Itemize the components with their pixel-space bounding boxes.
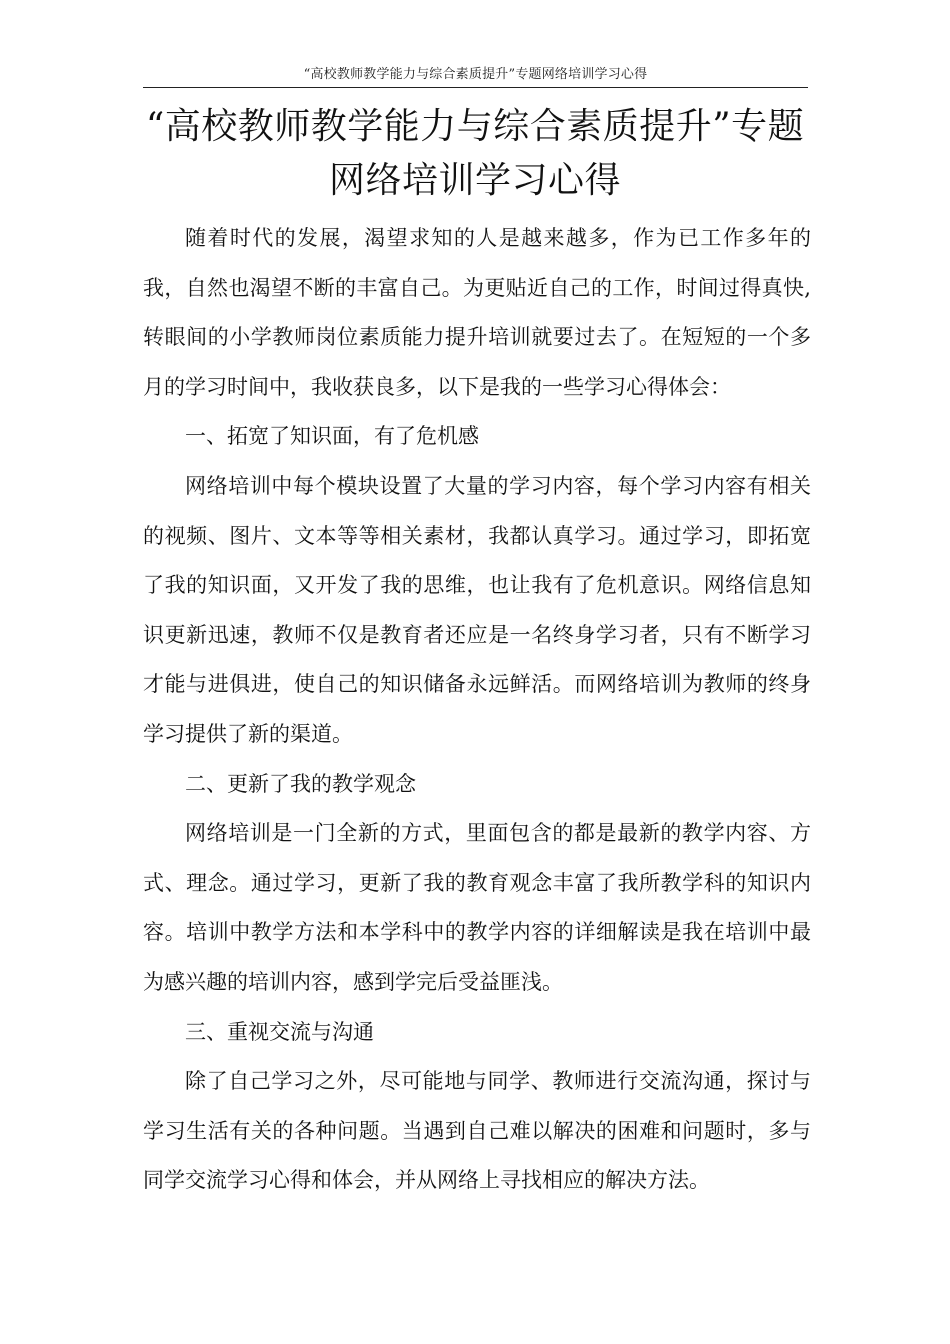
- running-header: “高校教师教学能力与综合素质提升”专题网络培训学习心得: [303, 67, 648, 82]
- document-body: [143, 214, 811, 1206]
- intro-paragraph: 随着时代的发展，渴望求知的人是越来越多，作为已工作多年的我，自然也渴望不断的丰富自己。为更贴近自己的工作，时间过得真快,转眼间的小学教师岗位素质能力提升培训就要过去了。在短短的一个多月的学习时间中，我收获良多，以下是我的一些学习心得体会：: [143, 226, 811, 399]
- document-title: [120, 100, 830, 208]
- header-divider: [143, 87, 808, 88]
- title-line-2: 网络培训学习心得: [328, 160, 621, 201]
- section-heading-3: 三、重视交流与沟通: [185, 1019, 374, 1044]
- section-heading-2: 二、更新了我的教学观念: [185, 771, 416, 796]
- section-paragraph-2: 网络培训是一门全新的方式，里面包含的都是最新的教学内容、方式、理念。通过学习，更新了我的教育观念丰富了我所教学科的知识内容。培训中教学方法和本学科中的教学内容的详细解读是我在培训中最为感兴趣的培训内容，感到学完后受益匪浅。: [143, 821, 811, 994]
- section-paragraph-3: 除了自己学习之外，尽可能地与同学、教师进行交流沟通，探讨与学习生活有关的各种问题。当遇到自己难以解决的困难和问题时，多与同学交流学习心得和体会，并从网络上寻找相应的解决方法。: [143, 1069, 811, 1193]
- section-heading-1: 一、拓宽了知识面，有了危机感: [185, 424, 479, 449]
- title-line-1: “高校教师教学能力与综合素质提升”专题: [145, 106, 805, 147]
- section-paragraph-1: 网络培训中每个模块设置了大量的学习内容，每个学习内容有相关的视频、图片、文本等等相关素材，我都认真学习。通过学习，即拓宽了我的知识面，又开发了我的思维，也让我有了危机意识。网络信息知识更新迅速，教师不仅是教育者还应是一名终身学习者，只有不断学习才能与进俱进，使自己的知识储备永远鲜活。而网络培训为教师的终身学习提供了新的渠道。: [143, 473, 811, 746]
